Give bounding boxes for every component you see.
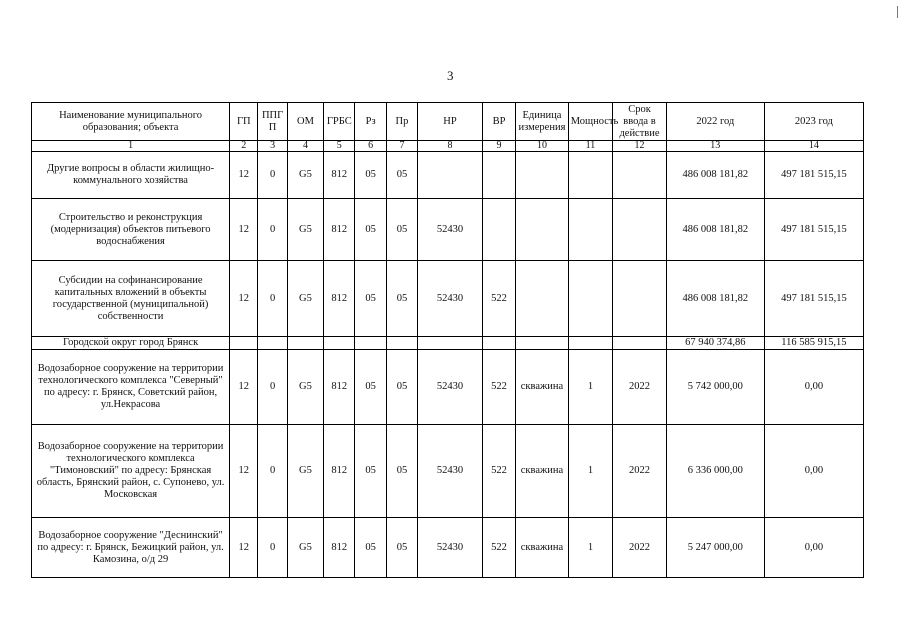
cell-2023: 0,00 [764,518,863,578]
cell-unit: скважина [516,350,569,425]
cell-2022: 6 336 000,00 [666,425,764,518]
column-number: 10 [516,141,569,152]
cell-rz: 05 [355,261,386,337]
cell-2023: 497 181 515,15 [764,199,863,261]
object-name: Водозаборное сооружение на территории технологического комплекса "Северный" по адресу: г. Брянск, Советский район, ул.Некрасова [32,350,230,425]
column-number: 7 [386,141,417,152]
cell-unit [516,152,569,199]
cell-unit: скважина [516,425,569,518]
header-gp: ГП [230,103,258,141]
column-number: 1 [32,141,230,152]
cell-2022: 67 940 374,86 [666,337,764,350]
cell-2022: 5 247 000,00 [666,518,764,578]
cell-ppgp: 0 [258,261,287,337]
cell-2023: 116 585 915,15 [764,337,863,350]
cell-capacity: 1 [568,350,612,425]
cell-rz: 05 [355,518,386,578]
cell-om: G5 [287,425,323,518]
cell-rz: 05 [355,425,386,518]
header-om: ОМ [287,103,323,141]
object-name: Субсидии на софинансирование капитальных вложений в объекты государственной (муниципальной) собственности [32,261,230,337]
cell-grbs: 812 [324,152,355,199]
cell-capacity [568,199,612,261]
cell-vr [482,337,515,350]
object-name: Водозаборное сооружение на территории технологического комплекса "Тимоновский" по адресу: Брянская область, Брянский район, с. Супонево, ул. Московская [32,425,230,518]
page-number: 3 [447,68,454,83]
header-nr: НР [418,103,483,141]
object-name: Строительство и реконструкция (модернизация) объектов питьевого водоснабжения [32,199,230,261]
cell-pr: 05 [386,350,417,425]
cell-2022: 486 008 181,82 [666,261,764,337]
cell-ppgp: 0 [258,152,287,199]
cell-gp [230,337,258,350]
header-unit: Единица измерения [516,103,569,141]
budget-table [31,102,864,578]
cell-nr: 52430 [418,425,483,518]
cell-pr: 05 [386,261,417,337]
cell-term: 2022 [613,350,667,425]
table-row [32,261,864,337]
cell-capacity [568,152,612,199]
cell-gp: 12 [230,261,258,337]
cell-unit [516,261,569,337]
cell-nr: 52430 [418,261,483,337]
column-number: 12 [613,141,667,152]
object-name: Водозаборное сооружение "Деснинский" по адресу: г. Брянск, Бежицкий район, ул. Камозина, о/д 29 [32,518,230,578]
cell-rz: 05 [355,199,386,261]
column-number: 3 [258,141,287,152]
header-vr: ВР [482,103,515,141]
cell-om: G5 [287,518,323,578]
header-2023: 2023 год [764,103,863,141]
column-number-row [32,141,864,152]
scan-edge-mark [897,6,898,18]
cell-grbs [324,337,355,350]
cell-pr: 05 [386,199,417,261]
cell-pr: 05 [386,518,417,578]
cell-term: 2022 [613,425,667,518]
cell-om: G5 [287,261,323,337]
cell-nr: 52430 [418,518,483,578]
column-number: 14 [764,141,863,152]
header-2022: 2022 год [666,103,764,141]
cell-grbs: 812 [324,425,355,518]
cell-unit: скважина [516,518,569,578]
cell-om: G5 [287,199,323,261]
cell-2023: 0,00 [764,350,863,425]
column-number: 11 [568,141,612,152]
cell-unit [516,199,569,261]
cell-grbs: 812 [324,261,355,337]
cell-gp: 12 [230,199,258,261]
cell-term: 2022 [613,518,667,578]
table-row [32,152,864,199]
cell-capacity [568,337,612,350]
cell-vr: 522 [482,350,515,425]
cell-grbs: 812 [324,199,355,261]
cell-capacity: 1 [568,425,612,518]
cell-om [287,337,323,350]
cell-vr [482,152,515,199]
header-pr: Пр [386,103,417,141]
cell-2022: 486 008 181,82 [666,152,764,199]
municipality-name: Городской округ город Брянск [32,337,230,350]
table-row [32,199,864,261]
cell-nr: 52430 [418,350,483,425]
cell-ppgp [258,337,287,350]
object-name: Другие вопросы в области жилищно-коммунального хозяйства [32,152,230,199]
cell-pr: 05 [386,152,417,199]
cell-vr: 522 [482,518,515,578]
column-number: 6 [355,141,386,152]
column-number: 9 [482,141,515,152]
cell-rz: 05 [355,152,386,199]
cell-vr [482,199,515,261]
table-row-municipality [32,337,864,350]
table-row [32,518,864,578]
column-number: 13 [666,141,764,152]
table-row [32,350,864,425]
column-number: 8 [418,141,483,152]
cell-2023: 0,00 [764,425,863,518]
header-ppgp: ППГ П [258,103,287,141]
cell-2023: 497 181 515,15 [764,261,863,337]
cell-2022: 5 742 000,00 [666,350,764,425]
column-number: 4 [287,141,323,152]
cell-ppgp: 0 [258,518,287,578]
cell-grbs: 812 [324,350,355,425]
header-rz: Рз [355,103,386,141]
cell-nr [418,337,483,350]
cell-grbs: 812 [324,518,355,578]
cell-2022: 486 008 181,82 [666,199,764,261]
cell-pr: 05 [386,425,417,518]
cell-term [613,337,667,350]
cell-rz [355,337,386,350]
cell-capacity [568,261,612,337]
header-grbs: ГРБС [324,103,355,141]
column-number: 5 [324,141,355,152]
cell-rz: 05 [355,350,386,425]
cell-ppgp: 0 [258,425,287,518]
cell-nr: 52430 [418,199,483,261]
header-row [32,103,864,141]
cell-nr [418,152,483,199]
cell-term [613,261,667,337]
cell-pr [386,337,417,350]
cell-term [613,199,667,261]
header-name: Наименование муниципального образования; объекта [32,103,230,141]
cell-term [613,152,667,199]
cell-vr: 522 [482,261,515,337]
column-number: 2 [230,141,258,152]
cell-capacity: 1 [568,518,612,578]
cell-ppgp: 0 [258,350,287,425]
cell-om: G5 [287,350,323,425]
header-term: Срок ввода в действие [613,103,667,141]
cell-om: G5 [287,152,323,199]
cell-gp: 12 [230,350,258,425]
cell-unit [516,337,569,350]
cell-gp: 12 [230,425,258,518]
header-capacity: Мощность [568,103,612,141]
cell-gp: 12 [230,518,258,578]
cell-2023: 497 181 515,15 [764,152,863,199]
cell-gp: 12 [230,152,258,199]
cell-ppgp: 0 [258,199,287,261]
table-row [32,425,864,518]
cell-vr: 522 [482,425,515,518]
